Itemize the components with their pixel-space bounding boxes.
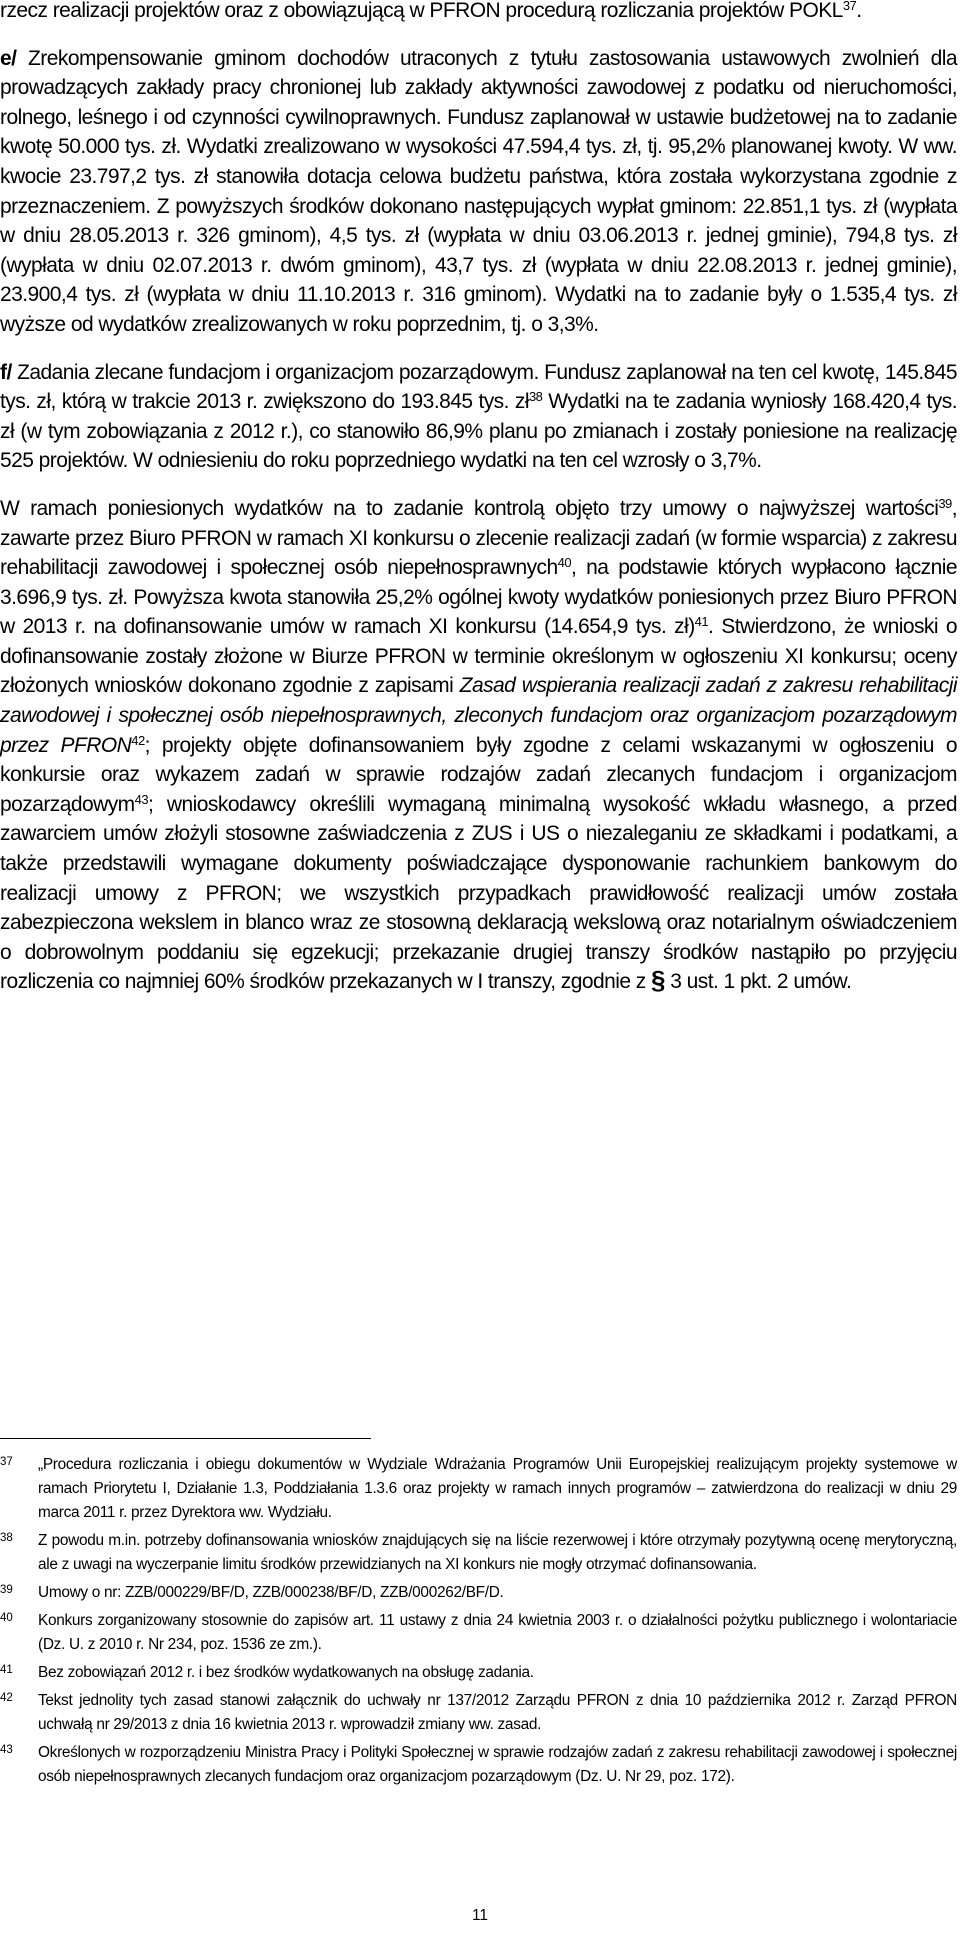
item-label: e/ bbox=[0, 46, 17, 70]
footnote-text: Konkurs zorganizowany stosownie do zapisów art. 11 ustawy z dnia 24 kwietnia 2003 r. o działalności pożytku publicznego i wolontariacie (Dz. U. z 2010 r. Nr 234, poz. 1536 ze zm.). bbox=[38, 1612, 957, 1653]
footnotes bbox=[0, 1438, 957, 1793]
text-run: W ramach poniesionych wydatków na to zadanie kontrolą objęto trzy umowy o najwyższej wartości bbox=[0, 496, 939, 520]
section-sign: § bbox=[651, 965, 665, 996]
footnote-ref[interactable]: 40 bbox=[557, 555, 572, 571]
footnote-text: „Procedura rozliczania i obiegu dokumentów w Wydziale Wdrażania Programów Unii Europejskiej realizującym projekty systemowe w ramach Priorytetu I, Działanie 1.3, Poddziałania 1.3.6 oraz projekty w ramach innych programów – zatwierdzona do realizacji w dniu 29 marca 2011 r. przez Dyrektora ww. Wydziału. bbox=[38, 1456, 957, 1521]
footnote-38 bbox=[0, 1529, 957, 1577]
footnote-43 bbox=[0, 1741, 957, 1789]
footnote-ref[interactable]: 37 bbox=[842, 0, 857, 13]
footnote-number: 39 bbox=[0, 1584, 13, 1596]
text-run: , na podstawie których wypłacono łącznie 3.696,9 tys. zł. Powyższa kwota stanowiła 25,2% ogólnej kwoty wydatków poniesionych przez Biuro PFRON w 2013 r. na dofinansowanie umów w ramach XI konkursu (14.654,9 tys. zł) bbox=[0, 556, 957, 639]
text-run: . bbox=[856, 0, 862, 22]
footnote-number: 43 bbox=[0, 1744, 13, 1756]
text-run: Wydatki na te zadania wyniosły 168.420,4 tys. zł (w tym zobowiązania z 2012 r.), co stanowiło 86,9% planu po zmianach i zostały poniesione na realizację 525 projektów. W odniesieniu do roku poprzedniego wydatki na ten cel wzrosły o 3,7%. bbox=[0, 390, 957, 473]
footnote-separator bbox=[0, 1438, 371, 1439]
footnote-text: Umowy o nr: ZZB/000229/BF/D, ZZB/000238/BF/D, ZZB/000262/BF/D. bbox=[38, 1584, 504, 1601]
footnote-text: Z powodu m.in. potrzeby dofinansowania wniosków znajdujących się na liście rezerwowej i które otrzymały pozytywną ocenę merytoryczną, ale z uwagi na wyczerpanie limitu środków przewidzianych na XI konkurs nie mogły otrzymać dofinansowania. bbox=[38, 1532, 957, 1573]
text-run: . Stwierdzono, że wnioski o dofinansowanie zostały złożone w Biurze PFRON w terminie określonym w ogłoszeniu XI konkursu; oceny złożonych wniosków dokonano zgodnie z zapisami bbox=[0, 615, 958, 698]
text-run: ; projekty objęte dofinansowaniem były zgodne z celami wskazanymi w ogłoszeniu o konkursie oraz wykazem zadań w sprawie rodzajów zadań zlecanych fundacjom i organizacjom pozarządowym bbox=[0, 733, 957, 816]
footnote-number: 41 bbox=[0, 1664, 13, 1676]
paragraph-intro bbox=[0, 0, 957, 26]
text-run: Zrekompensowanie gminom dochodów utraconych z tytułu zastosowania ustawowych zwolnień dla prowadzących zakłady pracy chronionej lub zakłady aktywności zawodowej z podatku od nieruchomości, rolnego, leśnego i od czynności cywilnoprawnych. Fundusz zaplanował w ustawie budżetowej na to zadanie kwotę 50.000 tys. zł. Wydatki zrealizowano w wysokości 47.594,4 tys. zł, tj. 95,2% planowanej kwoty. W ww. kwocie 23.797,2 tys. zł stanowiła dotacja celowa budżetu państwa, która została wykorzystana zgodnie z przeznaczeniem. Z powyższych środków dokonano następujących wypłat gminom: 22.851,1 tys. zł (wypłata w dniu 28.05.2013 r. 326 gminom), 4,5 tys. zł (wypłata w dniu 03.06.2013 r. jednej gminie), 794,8 tys. zł (wypłata w dniu 02.07.2013 r. dwóm gminom), 43,7 tys. zł (wypłata w dniu 22.08.2013 r. jednej gminie), 23.900,4 tys. zł (wypłata w dniu 11.10.2013 r. 316 gminom). Wydatki na to zadanie były o 1.535,4 tys. zł wyższe od wydatków zrealizowanych w roku poprzednim, tj. o 3,3%. bbox=[0, 46, 957, 336]
text-run: Zadania zlecane fundacjom i organizacjom pozarządowym. Fundusz zaplanował na ten cel kwotę, 145.845 tys. zł, którą w trakcie 2013 r. zwiększono do 193.845 tys. zł bbox=[0, 360, 957, 414]
footnote-text: Bez zobowiązań 2012 r. i bez środków wydatkowanych na obsługę zadania. bbox=[38, 1664, 534, 1681]
footnote-42 bbox=[0, 1689, 957, 1737]
footnote-40 bbox=[0, 1609, 957, 1657]
footnote-ref[interactable]: 41 bbox=[694, 614, 709, 630]
footnote-number: 38 bbox=[0, 1532, 13, 1544]
footnote-ref[interactable]: 38 bbox=[528, 389, 543, 405]
footnote-number: 42 bbox=[0, 1692, 13, 1704]
text-run: 3 ust. 1 pkt. 2 umów. bbox=[664, 970, 852, 994]
paragraph-f bbox=[0, 358, 957, 476]
footnote-number: 37 bbox=[0, 1456, 13, 1468]
paragraph-e bbox=[0, 44, 957, 340]
footnote-text: Określonych w rozporządzeniu Ministra Pracy i Polityki Społecznej w sprawie rodzajów zadań z zakresu rehabilitacji zawodowej i społecznej osób niepełnosprawnych zlecanych fundacjom oraz organizacjom pozarządowym (Dz. U. Nr 29, poz. 172). bbox=[38, 1744, 957, 1785]
footnote-37 bbox=[0, 1453, 957, 1525]
paragraph-control bbox=[0, 494, 957, 997]
item-label: f/ bbox=[0, 360, 12, 384]
footnote-41 bbox=[0, 1661, 957, 1685]
italic-title: Zasad wspierania realizacji zadań z zakresu rehabilitacji zawodowej i społecznej osób niepełnosprawnych, zleconych fundacjom oraz organizacjom pozarządowym przez PFRON bbox=[0, 674, 957, 757]
footnote-text: Tekst jednolity tych zasad stanowi załącznik do uchwały nr 137/2012 Zarządu PFRON z dnia 10 października 2012 r. Zarząd PFRON uchwałą nr 29/2013 z dnia 16 kwietnia 2013 r. wprowadził zmiany ww. zasad. bbox=[38, 1692, 957, 1733]
footnote-39 bbox=[0, 1581, 957, 1605]
footnote-ref[interactable]: 39 bbox=[938, 495, 952, 511]
page-number: 11 bbox=[472, 1907, 488, 1924]
footnote-ref[interactable]: 43 bbox=[134, 791, 149, 807]
text-run: ; wnioskodawcy określili wymaganą minimalną wysokość wkładu własnego, a przed zawarciem umów złożyli stosowne zaświadczenia z ZUS i US o niezaleganiu ze składkami i podatkami, a także przedstawili wymagane dokumenty poświadczające dysponowanie rachunkiem bankowym do realizacji umowy z PFRON; we wszystkich przypadkach prawidłowość realizacji umów została zabezpieczona wekslem in blanco wraz ze stosowną deklaracją wekslową oraz notarialnym oświadczeniem o dobrowolnym poddaniu się egzekucji; przekazanie drugiej transzy środków nastąpiło po przyjęciu rozliczenia co najmniej 60% środków przekazanych w I transzy, zgodnie z bbox=[0, 792, 957, 994]
footnote-number: 40 bbox=[0, 1612, 13, 1624]
footnote-ref[interactable]: 42 bbox=[131, 732, 145, 748]
text-run: , zawarte przez Biuro PFRON w ramach XI konkursu o zlecenie realizacji zadań (w formie wsparcia) z zakresu rehabilitacji zawodowej i społecznej osób niepełnosprawnych bbox=[0, 496, 957, 580]
text-run: rzecz realizacji projektów oraz z obowiązującą w PFRON procedurą rozliczania projektów POKL bbox=[0, 0, 843, 22]
